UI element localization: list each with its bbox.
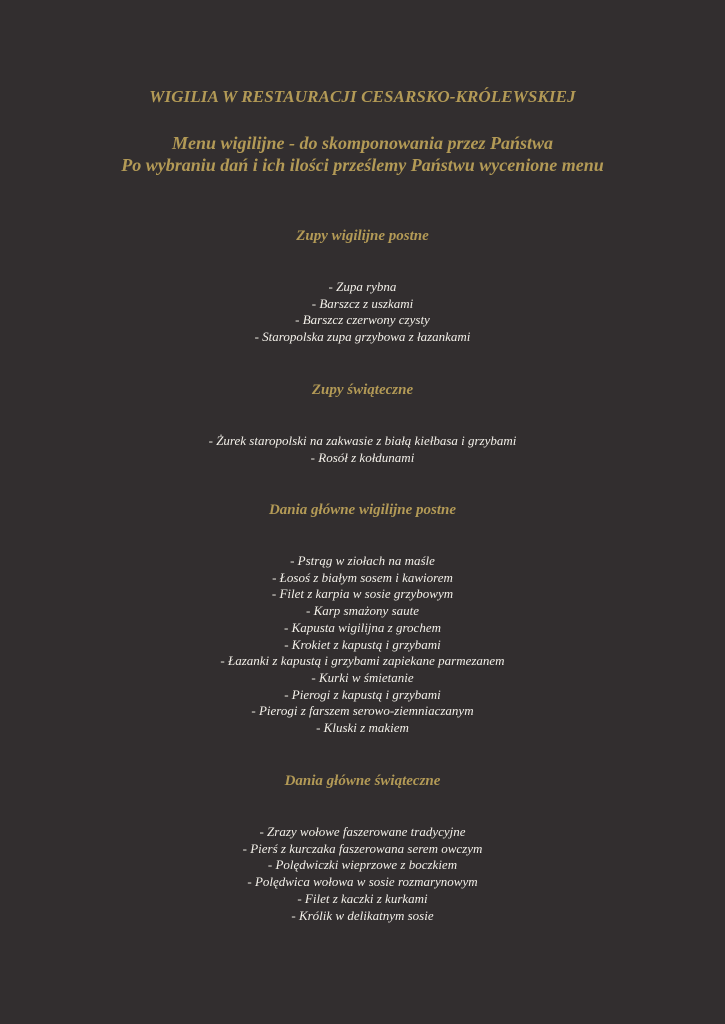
subtitle-line-1: Menu wigilijne - do skomponowania przez Państwa xyxy=(171,133,554,153)
menu-item: - Kapusta wigilijna z grochem xyxy=(284,619,441,635)
menu-item: - Łosoś z białym sosem i kawiorem xyxy=(272,569,453,585)
menu-item: - Pierogi z kapustą i grzybami xyxy=(284,686,441,702)
page-title: WIGILIA W RESTAURACJI CESARSKO-KRÓLEWSKIEJ xyxy=(149,87,576,106)
menu-item: - Pierogi z farszem serowo-ziemniaczanym xyxy=(251,703,474,719)
menu-item: - Pstrąg w ziołach na maśle xyxy=(290,553,435,568)
section-title-dania-wigilijne: Dania główne wigilijne postne xyxy=(268,502,457,518)
menu-item: - Królik w delikatnym sosie xyxy=(291,907,434,923)
menu-item: - Barszcz z uszkami xyxy=(311,295,414,311)
menu-item: - Łazanki z kapustą i grzybami zapiekane parmezanem xyxy=(220,653,505,669)
menu-item: - Staropolska zupa grzybowa z łazankami xyxy=(254,329,471,345)
menu-item: - Kluski z makiem xyxy=(316,720,409,736)
section-items-zupy-wigilijne xyxy=(0,279,725,346)
menu-item: - Barszcz czerwony czysty xyxy=(295,312,430,328)
subtitle-line-2: Po wybraniu dań i ich ilości prześlemy Państwu wycenione menu xyxy=(121,155,604,175)
menu-item: - Polędwica wołowa w sosie rozmarynowym xyxy=(247,874,478,890)
menu-item: - Karp smażony saute xyxy=(305,603,420,619)
menu-item: - Polędwiczki wieprzowe z boczkiem xyxy=(267,857,458,873)
section-items-dania-swiateczne xyxy=(0,824,725,924)
menu-item: - Żurek staropolski na zakwasie z białą kiełbasa i grzybami xyxy=(208,433,517,448)
menu-item: - Krokiet z kapustą i grzybami xyxy=(284,636,441,652)
page-subtitle xyxy=(0,132,725,176)
section-items-dania-wigilijne xyxy=(0,553,725,737)
menu-item: - Kurki w śmietanie xyxy=(311,669,414,685)
menu-item: - Zupa rybna xyxy=(328,279,397,294)
menu-item: - Filet z kaczki z kurkami xyxy=(297,890,428,906)
section-title-zupy-swiateczne: Zupy świąteczne xyxy=(311,382,414,398)
menu-item: - Zrazy wołowe faszerowane tradycyjne xyxy=(259,824,466,839)
section-title-dania-swiateczne: Dania główne świąteczne xyxy=(284,773,441,789)
menu-item: - Pierś z kurczaka faszerowana serem owczym xyxy=(242,840,483,856)
section-title-zupy-wigilijne: Zupy wigilijne postne xyxy=(296,228,429,244)
menu-item: - Filet z karpia w sosie grzybowym xyxy=(271,586,454,602)
menu-item: - Rosół z kołdunami xyxy=(310,449,415,465)
section-items-zupy-swiateczne xyxy=(0,433,725,466)
